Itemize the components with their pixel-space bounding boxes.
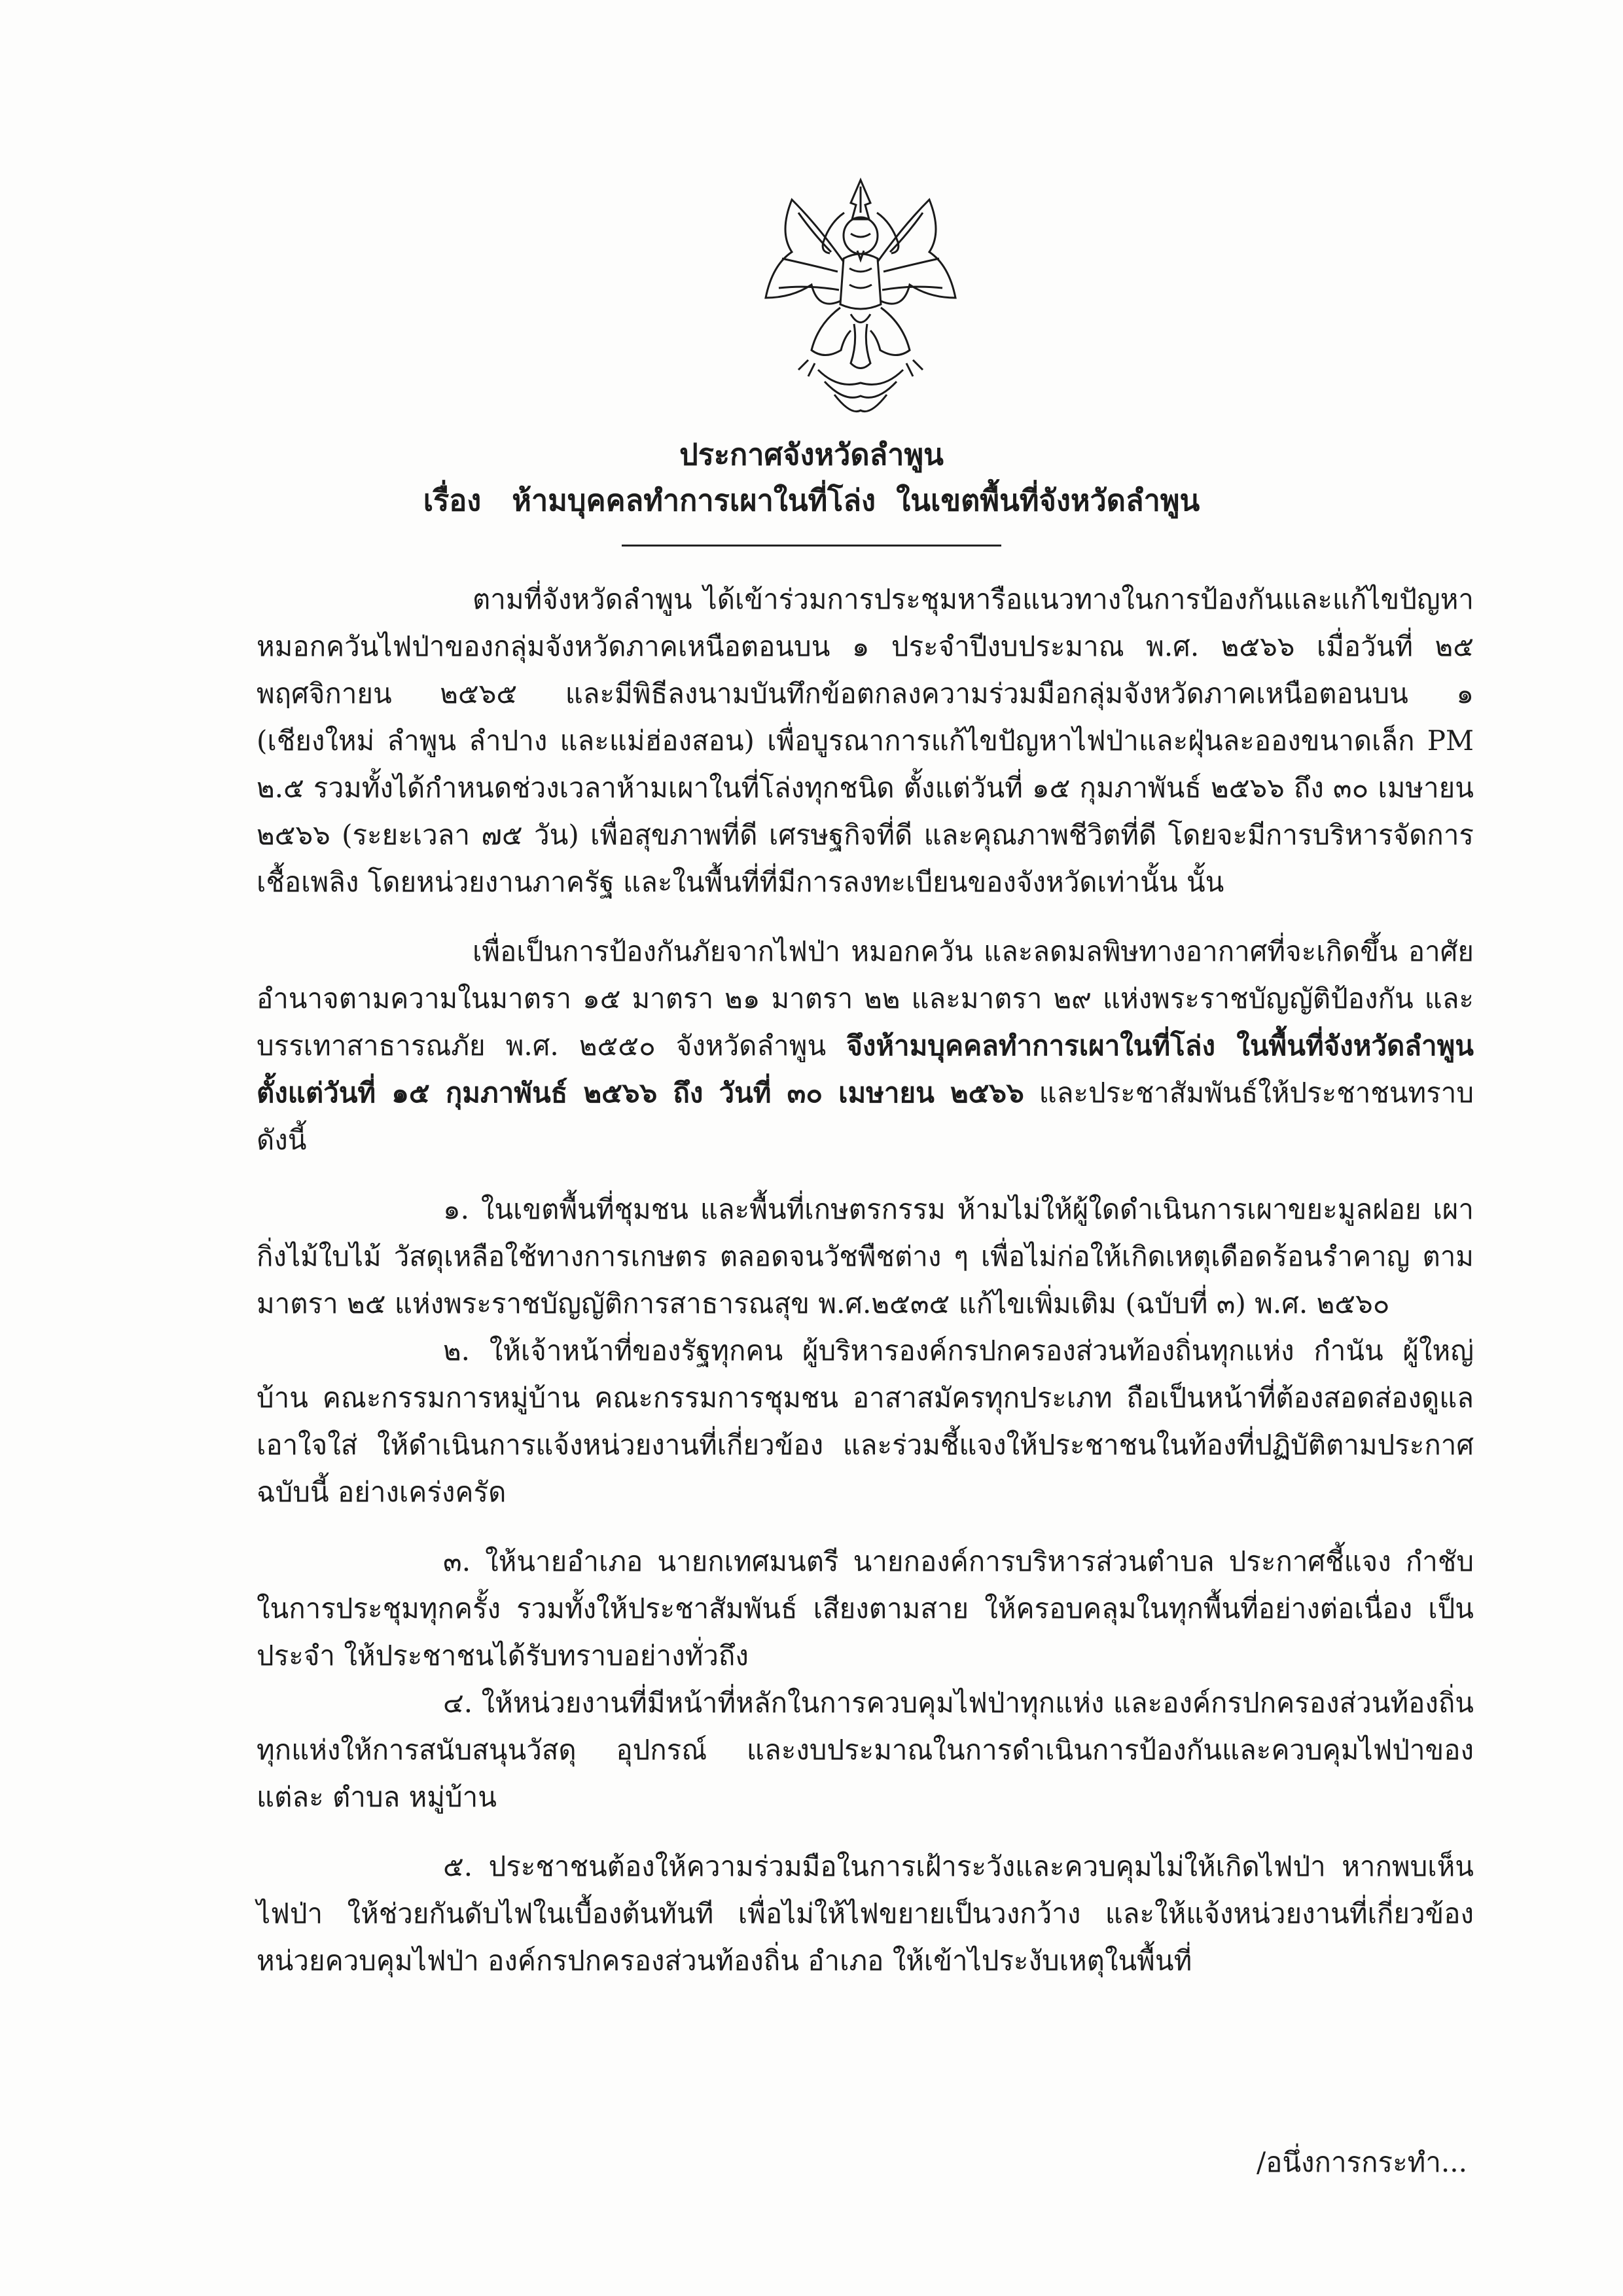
garuda-emblem-icon bbox=[753, 173, 969, 422]
list-item-4: ๔. ให้หน่วยงานที่มีหน้าที่หลักในการควบคุมไฟป่าทุกแห่ง และองค์กรปกครองส่วนท้องถิ่น ทุกแห่งให้การสนับสนุนวัสดุ อุปกรณ์ และงบประมาณในการดำเนินการป้องกันและควบคุมไฟป่าของแต่ละ ตำบล หมู่บ้าน bbox=[257, 1687, 1474, 1813]
announcement-body bbox=[257, 576, 1474, 1984]
list-item-3: ๓. ให้นายอำเภอ นายกเทศมนตรี นายกองค์การบริหารส่วนตำบล ประกาศชี้แจง กำชับ ในการประชุมทุกครั้ง รวมทั้งให้ประชาสัมพันธ์ เสียงตามสาย ให้ครอบคลุมในทุกพื้นที่อย่างต่อเนื่อง เป็นประจำ ให้ประชาชนได้รับทราบอย่างทั่วถึง bbox=[257, 1545, 1474, 1672]
title-divider bbox=[622, 545, 1001, 547]
authority-text: เพื่อเป็นการป้องกันภัยจากไฟป่า หมอกควัน และลดมลพิษทางอากาศที่จะเกิดขึ้น อาศัยอำนาจตามความในมาตรา ๑๕ มาตรา ๒๑ มาตรา ๒๒ และมาตรา ๒๙ แห่งพระราชบัญญัติป้องกัน และบรรเทาสาธารณภัย พ.ศ. ๒๕๕๐ จังหวัดลำพูน bbox=[257, 935, 1474, 1062]
list-item-5: ๕. ประชาชนต้องให้ความร่วมมือในการเฝ้าระวังและควบคุมไม่ให้เกิดไฟป่า หากพบเห็นไฟป่า ให้ช่วยกันดับไฟในเบื้องต้นทันที เพื่อไม่ให้ไฟขยายเป็นวงกว้าง และให้แจ้งหน่วยงานที่เกี่ยวข้อง หน่วยควบคุมไฟป่า องค์กรปกครองส่วนท้องถิ่น อำเภอ ให้เข้าไประงับเหตุในพื้นที่ bbox=[257, 1850, 1474, 1977]
continuation-note: /อนึ่งการกระทำ... bbox=[1256, 2146, 1467, 2178]
list-item-2: ๒. ให้เจ้าหน้าที่ของรัฐทุกคน ผู้บริหารองค์กรปกครองส่วนท้องถิ่นทุกแห่ง กำนัน ผู้ใหญ่บ้าน คณะกรรมการหมู่บ้าน คณะกรรมการชุมชน อาสาสมัครทุกประเภท ถือเป็นหน้าที่ต้องสอดส่องดูแลเอาใจใส่ ให้ดำเนินการแจ้งหน่วยงานที่เกี่ยวข้อง และร่วมชี้แจงให้ประชาชนในท้องที่ปฏิบัติตามประกาศฉบับนี้ อย่างเคร่งครัด bbox=[257, 1335, 1474, 1508]
preamble-paragraph: ตามที่จังหวัดลำพูน ได้เข้าร่วมการประชุมหารือแนวทางในการป้องกันและแก้ไขปัญหา หมอกควันไฟป่าของกลุ่มจังหวัดภาคเหนือตอนบน ๑ ประจำปีงบประมาณ พ.ศ. ๒๕๖๖ เมื่อวันที่ ๒๕ พฤศจิกายน ๒๕๖๕ และมีพิธีลงนามบันทึกข้อตกลงความร่วมมือกลุ่มจังหวัดภาคเหนือตอนบน ๑ (เชียงใหม่ ลำพูน ลำปาง และแม่ฮ่องสอน) เพื่อบูรณาการแก้ไขปัญหาไฟป่าและฝุ่นละอองขนาดเล็ก PM ๒.๕ รวมทั้งได้กำหนดช่วงเวลาห้ามเผาในที่โล่งทุกชนิด ตั้งแต่วันที่ ๑๕ กุมภาพันธ์ ๒๕๖๖ ถึง ๓๐ เมษายน ๒๕๖๖ (ระยะเวลา ๗๕ วัน) เพื่อสุขภาพที่ดี เศรษฐกิจที่ดี และคุณภาพชีวิตที่ดี โดยจะมีการบริหารจัดการเชื้อเพลิง โดยหน่วยงานภาครัฐ และในพื้นที่ที่มีการลงทะเบียนของจังหวัดเท่านั้น นั้น bbox=[257, 583, 1474, 898]
prohibition-text: จึงห้ามบุคคลทำการเผาในที่โล่ง ในพื้นที่จังหวัดลำพูน ตั้งแต่วันที่ ๑๕ กุมภาพันธ์ ๒๕๖๖ ถึง วันที่ ๓๐ เมษายน ๒๕๖๖ bbox=[257, 1030, 1474, 1109]
list-item-1: ๑. ในเขตพื้นที่ชุมชน และพื้นที่เกษตรกรรม ห้ามไม่ให้ผู้ใดดำเนินการเผาขยะมูลฝอย เผากิ่งไม้ใบไม้ วัสดุเหลือใช้ทางการเกษตร ตลอดจนวัชพืชต่าง ๆ เพื่อไม่ก่อให้เกิดเหตุเดือดร้อนรำคาญ ตามมาตรา ๒๕ แห่งพระราชบัญญัติการสาธารณสุข พ.ศ.๒๕๓๕ แก้ไขเพิ่มเติม (ฉบับที่ ๓) พ.ศ. ๒๕๖๐ bbox=[257, 1193, 1474, 1319]
announcement-subject: เรื่อง ห้ามบุคคลทำการเผาในที่โล่ง ในเขตพื้นที่จังหวัดลำพูน bbox=[423, 483, 1200, 518]
authority-paragraph bbox=[257, 928, 1474, 1164]
publicize-text: และประชาสัมพันธ์ให้ประชาชนทราบ ดังนี้ bbox=[257, 1077, 1474, 1156]
announcement-title: ประกาศจังหวัดลำพูน bbox=[679, 437, 944, 472]
